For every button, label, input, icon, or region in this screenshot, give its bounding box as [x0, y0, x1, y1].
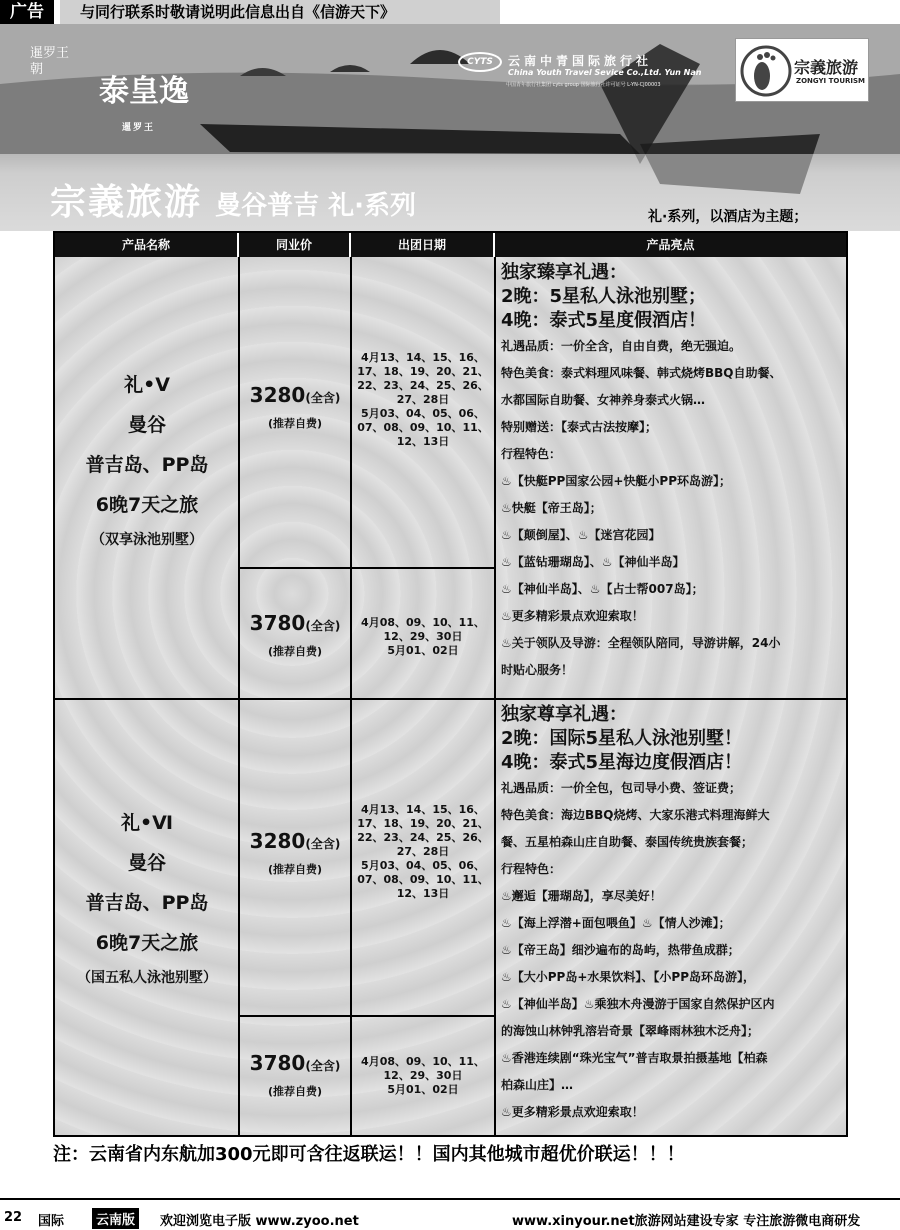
page-title: [50, 174, 416, 225]
highlight-line: ♨关于领队及导游：全程领队陪同，导游讲解，24小: [501, 636, 781, 650]
dates-cell: [351, 616, 495, 658]
header-dates: 出团日期: [351, 233, 495, 257]
date-line: 27、28日: [396, 393, 450, 406]
series-title: 曼谷普吉 礼·系列: [215, 191, 417, 221]
date-line: 22、23、24、25、26、: [357, 379, 489, 392]
date-line: 12、13日: [396, 435, 450, 448]
product-islands: 普吉岛、PP岛: [85, 454, 209, 476]
price-inclusion: (全含): [305, 391, 341, 405]
date-line: 12、13日: [396, 887, 450, 900]
date-line: 4月08、09、10、11、: [361, 1055, 485, 1068]
header-highlights: 产品亮点: [646, 238, 695, 252]
top-bar: [0, 0, 900, 24]
highlight-line: ♨更多精彩景点欢迎索取！: [501, 1105, 644, 1119]
product-duration: 6晚7天之旅: [95, 494, 199, 516]
price-recommend: (推荐自费): [267, 417, 323, 430]
price-inclusion: (全含): [305, 1059, 341, 1073]
highlight-line: 水都国际自助餐、女神养身泰式火锅…: [501, 393, 706, 407]
thai-royal-logo-text: 泰皇逸: [99, 74, 189, 109]
highlight-line: ♨【快艇PP国家公园+快艇小PP环岛游】；: [501, 474, 731, 488]
divider: [239, 1015, 495, 1017]
highlight-line: 礼遇品质：一价全含，自由自费，绝无强迫。: [501, 339, 742, 353]
highlight-line: ♨【神仙半岛】、♨【占士帮007岛】；: [501, 582, 704, 596]
price-value: 3280: [249, 829, 306, 853]
highlight-heading: 2晚：国际5星私人泳池别墅！: [501, 728, 743, 749]
source-notice: 与同行联系时敬请说明此信息出自《信游天下》: [60, 0, 500, 24]
brand-name: 宗義旅游: [50, 182, 203, 223]
highlight-heading: 4晚：泰式5星度假酒店！: [501, 310, 707, 331]
product-table: [53, 231, 848, 1137]
price-cell: [239, 611, 351, 659]
highlight-heading: 独家臻享礼遇：: [501, 262, 627, 283]
product-name-cell: [55, 803, 239, 993]
highlight-line: ♨邂逅【珊瑚岛】，享尽美好！: [501, 889, 662, 903]
product-city: 曼谷: [127, 852, 166, 874]
highlight-line: 特色美食：海边BBQ烧烤、大家乐港式料理海鲜大: [501, 808, 770, 822]
highlight-line: 特别赠送：【泰式古法按摩】；: [501, 420, 658, 434]
price-inclusion: (全含): [305, 619, 341, 633]
section-label: 国际: [38, 1214, 65, 1229]
price-cell: [239, 1051, 351, 1099]
date-line: 12、29、30日: [383, 1069, 463, 1082]
edition-badge: 云南版: [92, 1208, 139, 1229]
date-line: 4月13、14、15、16、: [361, 351, 485, 364]
cyts-name-en: China Youth Travel Sevice Co.,Ltd. Yun Nan: [508, 68, 702, 77]
divider: [239, 567, 495, 569]
price-recommend: (推荐自费): [267, 645, 323, 658]
cyts-oval-icon: CYTS: [458, 52, 502, 72]
price-inclusion: (全含): [305, 837, 341, 851]
price-cell: [239, 383, 351, 431]
price-cell: [239, 829, 351, 877]
footer-right-link[interactable]: www.xinyour.net旅游网站建设专家 专注旅游微电商研发: [512, 1214, 861, 1229]
highlight-line: 特色美食：泰式料理风味餐、韩式烧烤BBQ自助餐、: [501, 366, 782, 380]
highlight-heading: 4晚：泰式5星海边度假酒店！: [501, 752, 743, 773]
highlight-line: 行程特色：: [501, 447, 562, 461]
bottom-note: 注：云南省内东航加300元即可含往返联运！！国内其他城市超优价联运！！！: [53, 1144, 685, 1165]
series-tagline: 礼·系列，以酒店为主题；: [648, 209, 808, 225]
highlight-heading: 独家尊享礼遇：: [501, 704, 627, 725]
product-note: （双享泳池别墅）: [91, 532, 203, 548]
price-recommend: (推荐自费): [267, 1085, 323, 1098]
highlight-line: ♨【帝王岛】细沙遍布的岛屿，热带鱼成群；: [501, 943, 740, 957]
hero-banner: [0, 24, 900, 231]
thai-royal-logo: [80, 72, 208, 133]
price-value: 3280: [249, 383, 306, 407]
header-product-name: 产品名称: [55, 233, 239, 257]
highlight-line: 行程特色：: [501, 862, 562, 876]
highlight-line: 餐、五星柏森山庄自助餐、泰国传统贵族套餐；: [501, 835, 754, 849]
footer-left-link[interactable]: 欢迎浏览电子版 www.zyoo.net: [160, 1214, 359, 1229]
date-line: 17、18、19、20、21、: [357, 365, 489, 378]
thai-royal-logo-sub: 暹罗王: [122, 123, 156, 133]
page-footer: [0, 1206, 900, 1230]
highlight-line: ♨【大小PP岛+水果饮料】、【小PP岛环岛游】，: [501, 970, 755, 984]
date-line: 27、28日: [396, 845, 450, 858]
highlights-cell: [501, 261, 845, 684]
highlight-line: ♨【神仙半岛】♨乘独木舟漫游于国家自然保护区内: [501, 997, 775, 1011]
highlights-cell: [501, 703, 845, 1126]
product-note: （国五私人泳池别墅）: [77, 970, 217, 986]
table-header: [55, 233, 846, 257]
zongyi-logo: [735, 38, 869, 102]
highlight-line: ♨【海上浮潜+面包喂鱼】♨【情人沙滩】；: [501, 916, 731, 930]
product-code: 礼•Ⅴ: [124, 374, 170, 396]
date-line: 5月03、04、05、06、: [361, 407, 485, 420]
highlight-line: 的海蚀山林钟乳溶岩奇景【翠峰雨林独木泛舟】；: [501, 1024, 760, 1038]
dates-cell: [351, 803, 495, 901]
page-number: 22: [4, 1210, 23, 1225]
date-line: 5月01、02日: [387, 644, 459, 657]
footprint-icon: [738, 40, 794, 102]
header-price: 同业价: [239, 233, 351, 257]
date-line: 5月03、04、05、06、: [361, 859, 485, 872]
highlight-line: 柏森山庄】…: [501, 1078, 574, 1092]
logo-vertical-text: 暹罗王朝: [30, 46, 70, 77]
product-islands: 普吉岛、PP岛: [85, 892, 209, 914]
date-line: 4月13、14、15、16、: [361, 803, 485, 816]
ad-label: 广告: [0, 0, 54, 24]
zongyi-name-en: ZONGYI TOURISM: [796, 77, 865, 85]
price-recommend: (推荐自费): [267, 863, 323, 876]
cyts-license: 中国青年旅行社集团 cyts group 国际旅行社许可证号 L-YN-CJ00003: [506, 82, 661, 88]
date-line: 4月08、09、10、11、: [361, 616, 485, 629]
highlight-line: 时贴心服务！: [501, 663, 574, 677]
date-line: 5月01、02日: [387, 1083, 459, 1096]
highlight-line: ♨快艇【帝王岛】；: [501, 501, 602, 515]
product-code: 礼•Ⅵ: [120, 812, 174, 834]
price-value: 3780: [249, 611, 306, 635]
date-line: 07、08、09、10、11、: [357, 873, 489, 886]
dates-cell: [351, 1055, 495, 1097]
product-name-cell: [55, 365, 239, 555]
date-line: 12、29、30日: [383, 630, 463, 643]
highlight-line: 礼遇品质：一价全包，包司导小费、签证费；: [501, 781, 742, 795]
date-line: 17、18、19、20、21、: [357, 817, 489, 830]
highlight-line: ♨【蓝钻珊瑚岛】、♨【神仙半岛】: [501, 555, 685, 569]
highlight-heading: 2晚：5星私人泳池别墅；: [501, 286, 707, 307]
highlight-line: ♨香港连续剧“珠光宝气”普吉取景拍摄基地【柏森: [501, 1051, 768, 1065]
product-city: 曼谷: [127, 414, 166, 436]
footer-divider: [0, 1198, 900, 1200]
price-value: 3780: [249, 1051, 306, 1075]
product-duration: 6晚7天之旅: [95, 932, 199, 954]
zongyi-name-cn: 宗義旅游: [794, 58, 859, 77]
dates-cell: [351, 351, 495, 449]
divider: [55, 698, 846, 700]
date-line: 07、08、09、10、11、: [357, 421, 489, 434]
highlight-line: ♨【颠倒屋】、♨【迷宫花园】: [501, 528, 661, 542]
highlight-line: ♨更多精彩景点欢迎索取！: [501, 609, 644, 623]
cyts-name-cn: 云南中青国际旅行社: [508, 54, 653, 68]
date-line: 22、23、24、25、26、: [357, 831, 489, 844]
